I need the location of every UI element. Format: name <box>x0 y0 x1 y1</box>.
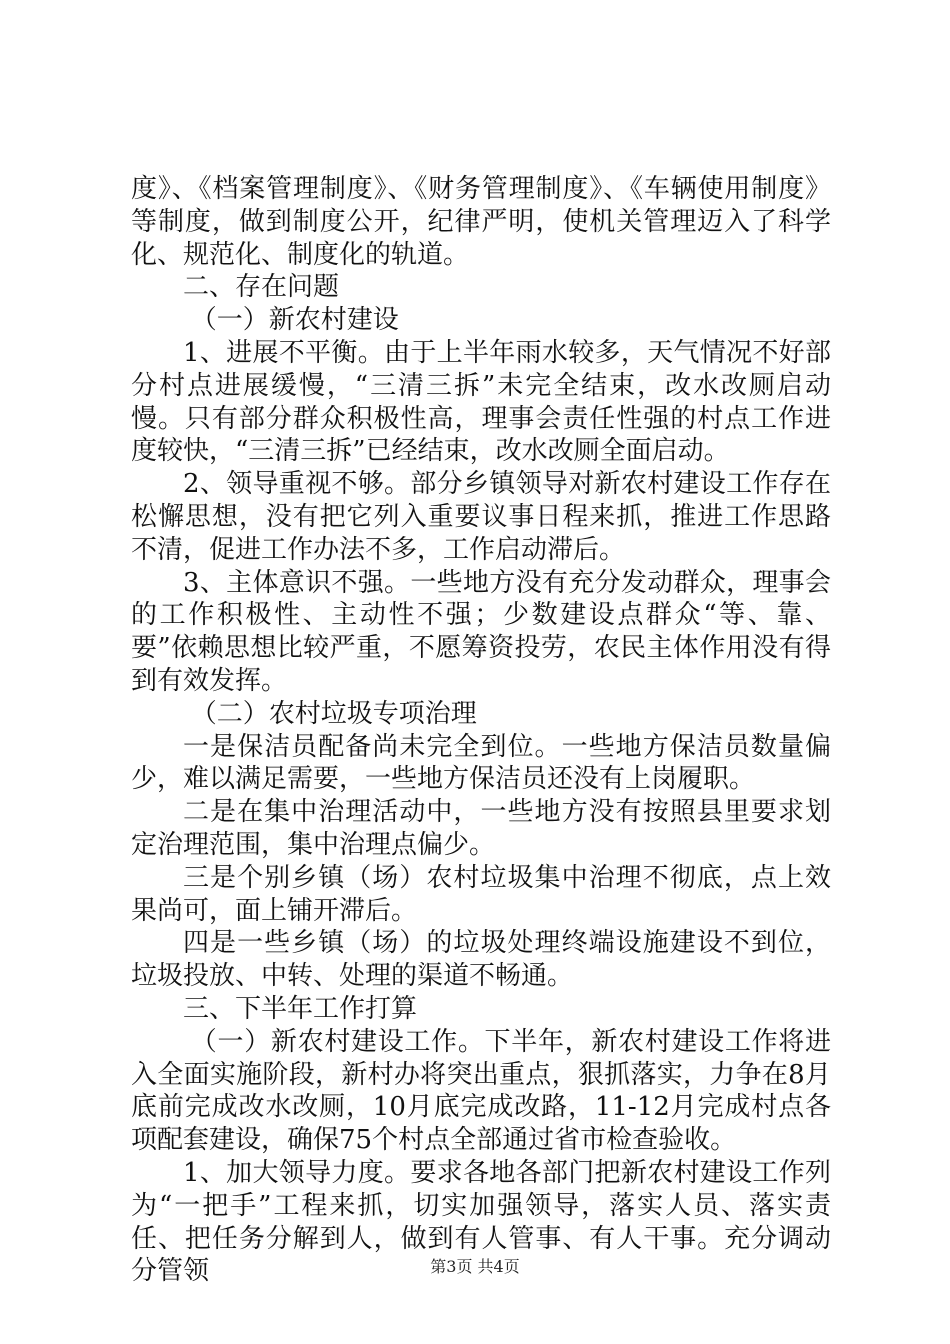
paragraph-continuation: 度》、《档案管理制度》、《财务管理制度》、《车辆使用制度》等制度，做到制度公开，纪律严明，使机关管理迈入了科学化、规范化、制度化的轨道。 <box>131 174 831 270</box>
paragraph-plan-1: 1、加大领导力度。要求各地各部门把新农村建设工作列为“一把手”工程来抓，切实加强领导，落实人员、落实责任、把任务分解到人，做到有人管事、有人干事。充分调动分管领 <box>131 1157 831 1287</box>
page-footer: 第3页 共4页 <box>430 1257 520 1276</box>
subsection-heading-new-rural: （一）新农村建设 <box>190 305 399 336</box>
subsection-heading-garbage: （二）农村垃圾专项治理 <box>190 698 477 729</box>
section-heading-plans: 三、下半年工作打算 <box>183 993 418 1024</box>
paragraph-garbage-2: 二是在集中治理活动中，一些地方没有按照县里要求划定治理范围，集中治理点偏少。 <box>131 797 831 860</box>
paragraph-garbage-4: 四是一些乡镇（场）的垃圾处理终端设施建设不到位，垃圾投放、中转、处理的渠道不畅通。 <box>131 928 831 992</box>
paragraph-garbage-3: 三是个别乡镇（场）农村垃圾集中治理不彻底，点上效果尚可，面上铺开滞后。 <box>131 862 831 926</box>
paragraph-item-2: 2、领导重视不够。部分乡镇领导对新农村建设工作存在松懈思想，没有把它列入重要议事日程来抓，推进工作思路不清，促进工作办法不多，工作启动滞后。 <box>131 469 831 565</box>
paragraph-plan-intro: （一）新农村建设工作。下半年，新农村建设工作将进入全面实施阶段，新村办将突出重点，狠抓落实，力争在8月底前完成改水改厕，10月底完成改路，11-12月完成村点各项配套建设，确保75个村点全部通过省市检查验收。 <box>131 1026 831 1156</box>
paragraph-garbage-1: 一是保洁员配备尚未完全到位。一些地方保洁员数量偏少，难以满足需要，一些地方保洁员还没有上岗履职。 <box>131 731 831 795</box>
paragraph-item-1: 1、进展不平衡。由于上半年雨水较多，天气情况不好部分村点进展缓慢，“三清三拆”未完全结束，改水改厕启动慢。只有部分群众积极性高，理事会责任性强的村点工作进度较快，“三清三拆”已经结束，改水改厕全面启动。 <box>131 337 831 467</box>
section-heading-problems: 二、存在问题 <box>183 272 340 303</box>
paragraph-item-3: 3、主体意识不强。一些地方没有充分发动群众，理事会的工作积极性、主动性不强；少数建设点群众“等、靠、要”依赖思想比较严重，不愿筹资投劳，农民主体作用没有得到有效发挥。 <box>131 567 831 696</box>
document-body <box>131 173 831 1288</box>
